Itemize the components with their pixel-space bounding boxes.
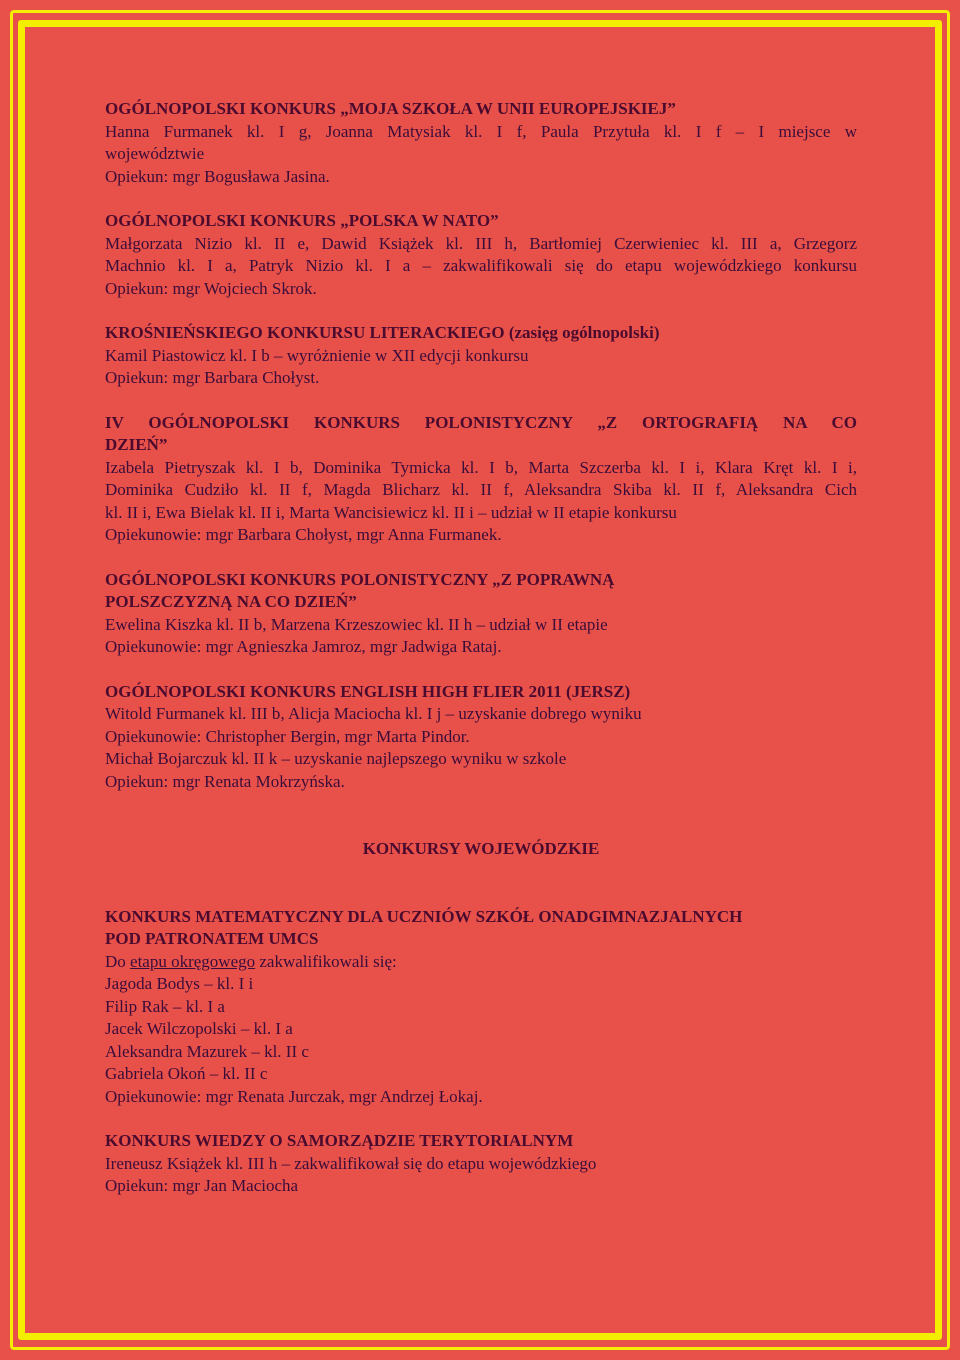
contest-matematyczny	[105, 906, 857, 1109]
contest-polska-w-nato	[105, 210, 857, 300]
tutor-text: Opiekun: mgr Bogusława Jasina.	[105, 166, 330, 186]
contest-title: OGÓLNOPOLSKI KONKURS „MOJA SZKOŁA W UNII EUROPEJSKIEJ”	[105, 99, 676, 118]
document-content	[105, 98, 857, 1220]
stage-link-text: etapu okręgowego	[130, 951, 256, 971]
contest-title: OGÓLNOPOLSKI KONKURS POLONISTYCZNY „Z POPRAWNĄ	[105, 569, 615, 589]
participants-text: Hanna Furmanek kl. I g, Joanna Matysiak kl. I f, Paula Przytuła kl. I f – I miejsce w	[105, 121, 857, 141]
participants-text: Michał Bojarczuk kl. II k – uzyskanie najlepszego wyniku w szkole	[105, 749, 567, 768]
contest-english-high-flier	[105, 681, 857, 794]
contest-literacki	[105, 322, 857, 390]
participants-text: Izabela Pietryszak kl. I b, Dominika Tymicka kl. I b, Marta Szczerba kl. I i, Klara Kręt kl. I i,	[105, 457, 857, 477]
contest-title-cont: DZIEŃ”	[105, 435, 168, 454]
participants-text: Ewelina Kiszka kl. II b, Marzena Krzeszowiec kl. II h – udział w II etapie	[105, 614, 608, 634]
contest-moja-szkola	[105, 98, 857, 188]
student-entry: Jagoda Bodys – kl. I i	[105, 974, 254, 993]
student-entry: Gabriela Okoń – kl. II c	[105, 1064, 268, 1083]
participants-text: Witold Furmanek kl. III b, Alicja Maciocha kl. I j – uzyskanie dobrego wyniku	[105, 704, 642, 723]
contest-title: KONKURS MATEMATYCZNY DLA UCZNIÓW SZKÓŁ ONADGIMNAZJALNYCH	[105, 906, 743, 926]
contest-title: OGÓLNOPOLSKI KONKURS „POLSKA W NATO”	[105, 211, 499, 230]
participants-text: województwie	[105, 144, 205, 163]
contest-title-cont: POD PATRONATEM UMCS	[105, 929, 319, 948]
section-heading-wojewodzkie: KONKURSY WOJEWÓDZKIE	[362, 839, 600, 858]
tutor-text: Opiekun: mgr Wojciech Skrok.	[105, 278, 317, 298]
participants-text: Małgorzata Nizio kl. II e, Dawid Książek kl. III h, Bartłomiej Czerwieniec kl. III a, Grzegorz	[105, 233, 857, 253]
tutor-text: Opiekun: mgr Renata Mokrzyńska.	[105, 771, 345, 791]
contest-ortografia	[105, 412, 857, 547]
tutor-text: Opiekun: mgr Barbara Chołyst.	[105, 368, 320, 387]
tutor-text: Opiekun: mgr Jan Maciocha	[105, 1176, 299, 1195]
contest-title-cont: POLSZCZYZNĄ NA CO DZIEŃ”	[105, 592, 357, 611]
contest-poprawna-polszczyzna	[105, 569, 857, 659]
contest-title: OGÓLNOPOLSKI KONKURS ENGLISH HIGH FLIER 2011 (JERSZ)	[105, 681, 631, 701]
intro-suffix: zakwalifikowali się:	[255, 951, 397, 971]
contest-samorzad	[105, 1130, 857, 1198]
intro-prefix: Do	[105, 951, 131, 971]
tutor-text: Opiekunowie: mgr Agnieszka Jamroz, mgr Jadwiga Rataj.	[105, 637, 502, 656]
contest-title: IV OGÓLNOPOLSKI KONKURS POLONISTYCZNY „Z ORTOGRAFIĄ NA CO	[105, 412, 857, 432]
intro-text	[105, 951, 857, 974]
contest-title: KROŚNIEŃSKIEGO KONKURSU LITERACKIEGO (zasięg ogólnopolski)	[105, 323, 660, 342]
participants-text: Machnio kl. I a, Patryk Nizio kl. I a – zakwalifikowali się do etapu wojewódzkiego konkursu	[105, 256, 857, 275]
participants-text: kl. II i, Ewa Bielak kl. II i, Marta Wancisiewicz kl. II i – udział w II etapie konkursu	[105, 502, 677, 522]
student-entry: Aleksandra Mazurek – kl. II c	[105, 1041, 309, 1061]
participants-text: Ireneusz Książek kl. III h – zakwalifikował się do etapu wojewódzkiego	[105, 1153, 597, 1173]
student-entry: Filip Rak – kl. I a	[105, 996, 225, 1016]
participants-text: Kamil Piastowicz kl. I b – wyróżnienie w XII edycji konkursu	[105, 345, 529, 365]
tutor-text: Opiekunowie: Christopher Bergin, mgr Marta Pindor.	[105, 726, 470, 746]
student-entry: Jacek Wilczopolski – kl. I a	[105, 1019, 293, 1038]
participants-text: Dominika Cudziło kl. II f, Magda Blicharz kl. II f, Aleksandra Skiba kl. II f, Aleksandra Cich	[105, 480, 857, 499]
contest-title: KONKURS WIEDZY O SAMORZĄDZIE TERYTORIALNYM	[105, 1131, 574, 1150]
tutor-text: Opiekunowie: mgr Barbara Chołyst, mgr Anna Furmanek.	[105, 525, 502, 544]
tutor-text: Opiekunowie: mgr Renata Jurczak, mgr Andrzej Łokaj.	[105, 1086, 483, 1106]
